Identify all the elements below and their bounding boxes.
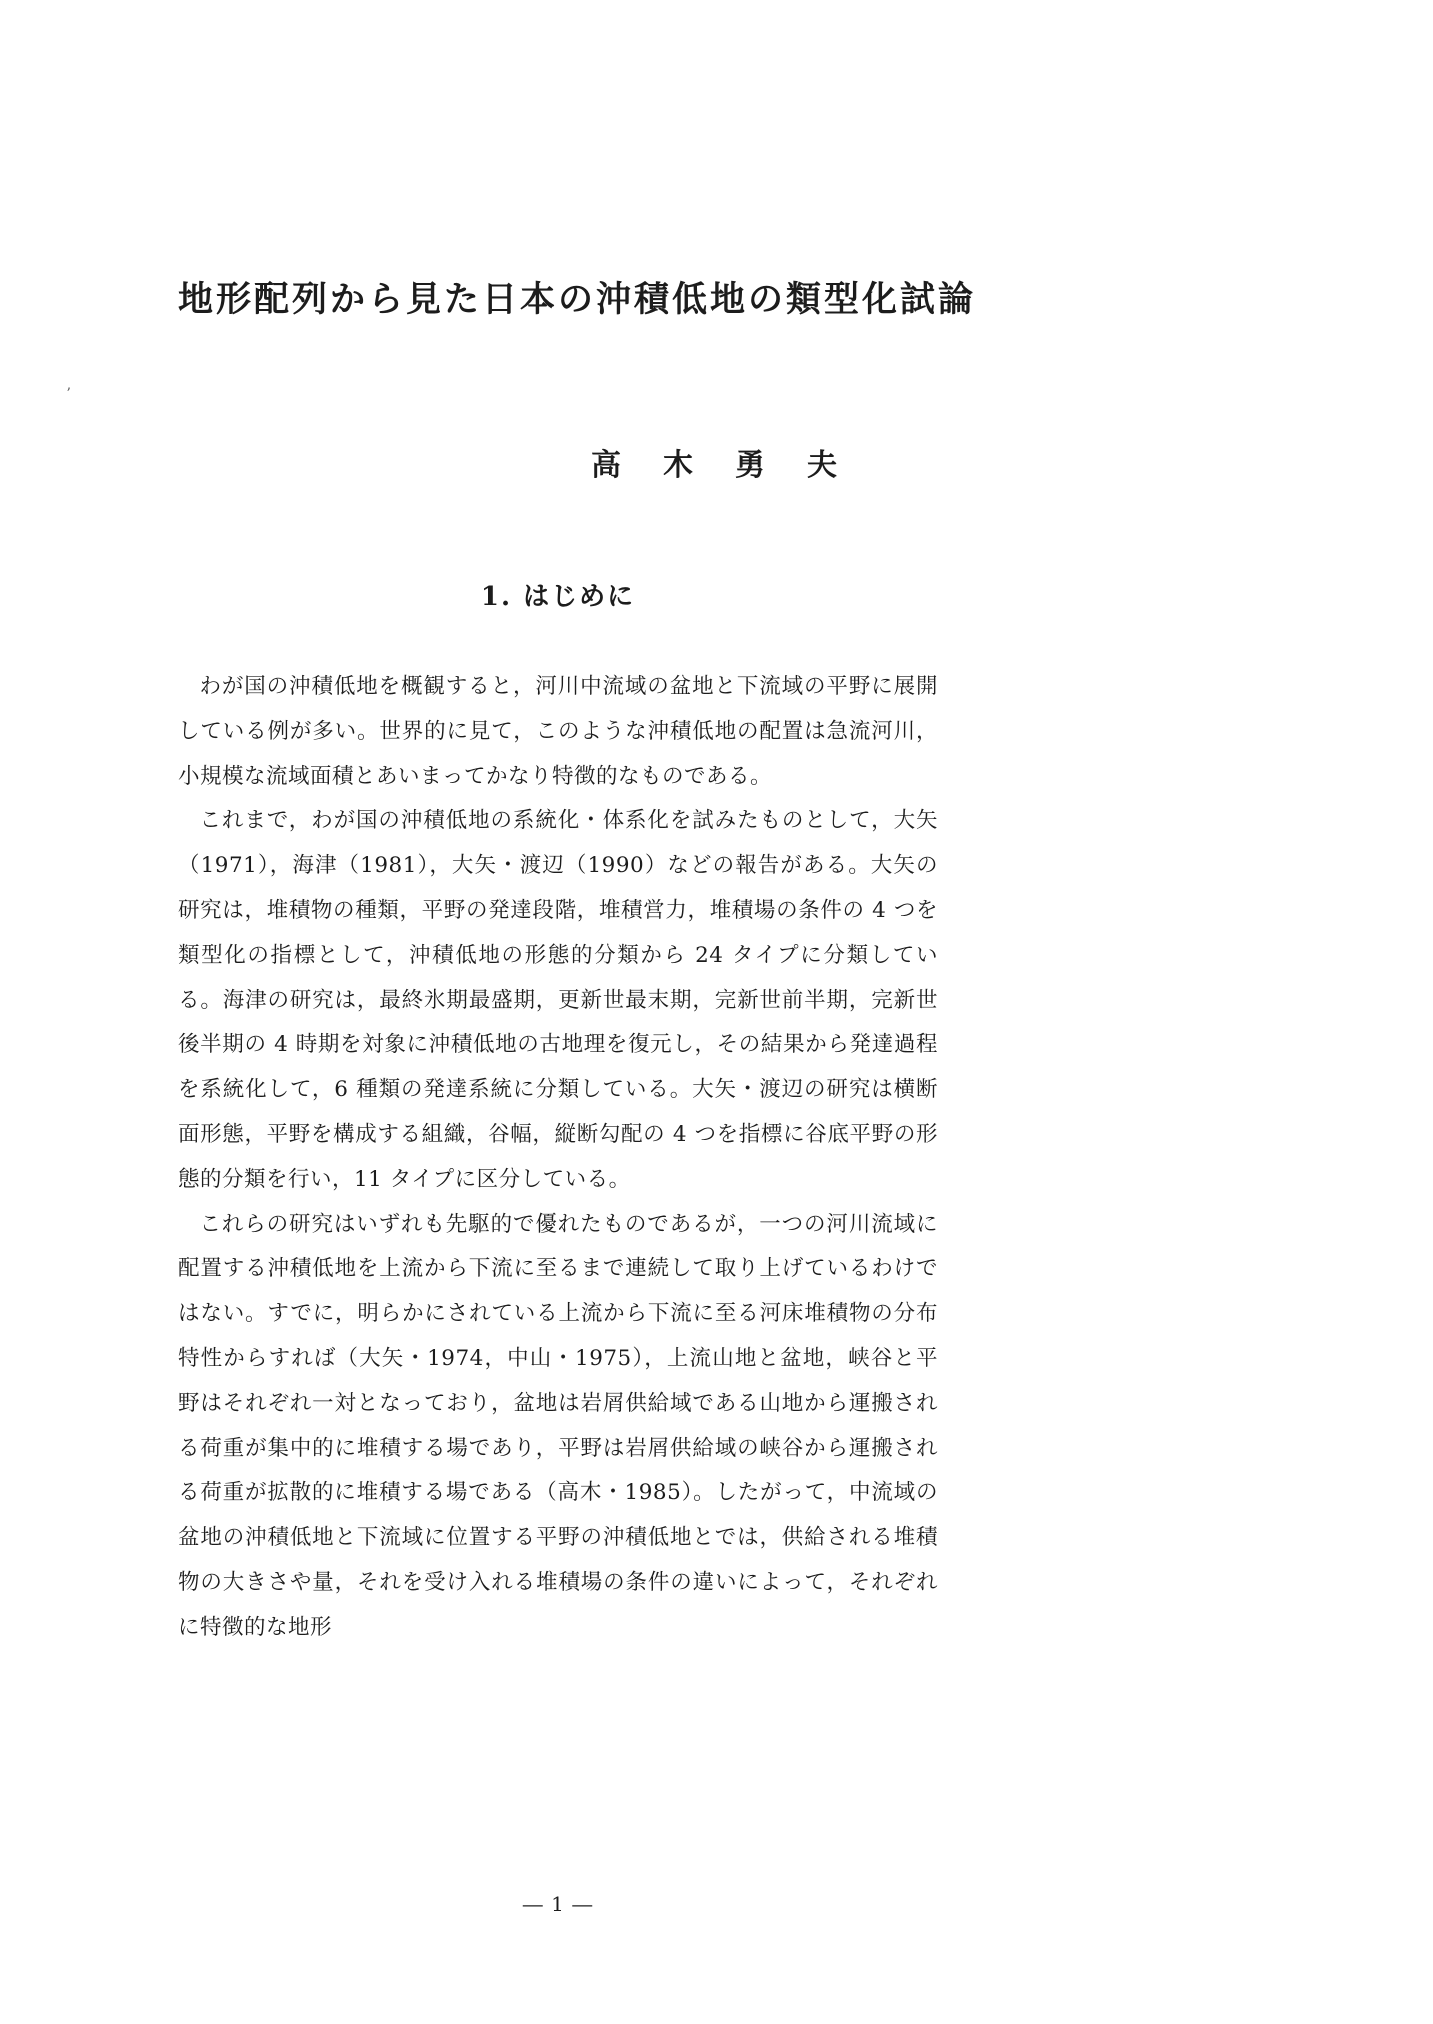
- author-name: 高 木 勇 夫: [591, 448, 843, 483]
- page-content-column: [178, 0, 977, 1651]
- body-paragraph-2: これまで，わが国の沖積低地の系統化・体系化を試みたものとして，大矢（1971），海津（1981），大矢・渡辺（1990）などの報告がある。大矢の研究は，堆積物の種類，平野の発達段階，堆積営力，堆積場の条件の 4 つを類型化の指標として，沖積低地の形態的分類から 24 タイプに分類している。海津の研究は，最終氷期最盛期，更新世最末期，完新世前半期，完新世後半期の 4 時期を対象に沖積低地の古地理を復元し，その結果から発達過程を系統化して，6 種類の発達系統に分類している。大矢・渡辺の研究は横断面形態，平野を構成する組織，谷幅，縦断勾配の 4 つを指標に谷底平野の形態的分類を行い，11 タイプに区分している。: [178, 808, 938, 1192]
- body-text: [178, 665, 938, 1651]
- paper-title: 地形配列から見た日本の沖積低地の類型化試論: [178, 279, 977, 320]
- scan-speck-artifact: ʼ: [66, 386, 71, 402]
- page-number: ― 1 ―: [522, 1892, 594, 1916]
- section-heading-introduction: 1. はじめに: [480, 582, 636, 612]
- body-paragraph-1: わが国の沖積低地を概観すると，河川中流域の盆地と下流域の平野に展開している例が多い。世界的に見て，このような沖積低地の配置は急流河川，小規模な流域面積とあいまってかなり特徴的なものである。: [178, 674, 938, 789]
- body-paragraph-3: これらの研究はいずれも先駆的で優れたものであるが，一つの河川流域に配置する沖積低地を上流から下流に至るまで連続して取り上げているわけではない。すでに，明らかにされている上流から下流に至る河床堆積物の分布特性からすれば（大矢・1974，中山・1975），上流山地と盆地，峡谷と平野はそれぞれ一対となっており，盆地は岩屑供給域である山地から運搬される荷重が集中的に堆積する場であり，平野は岩屑供給域の峡谷から運搬される荷重が拡散的に堆積する場である（高木・1985）。したがって，中流域の盆地の沖積低地と下流域に位置する平野の沖積低地とでは，供給される堆積物の大きさや量，それを受け入れる堆積場の条件の違いによって，それぞれに特徴的な地形: [178, 1211, 938, 1640]
